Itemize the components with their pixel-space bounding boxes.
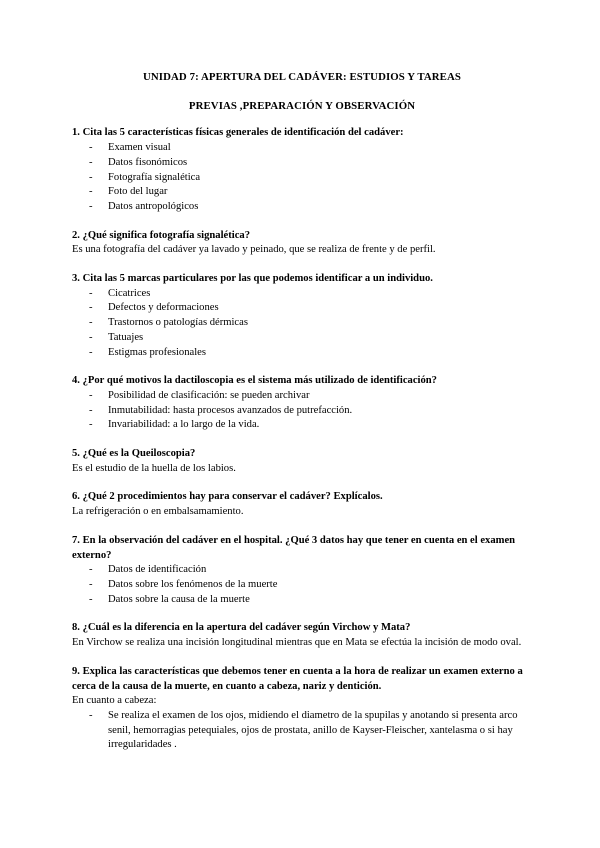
list-item: - Datos antropológicos: [72, 200, 532, 215]
question-5: [72, 447, 532, 476]
list-item: - Tatuajes: [72, 331, 532, 346]
list-item: - Posibilidad de clasificación: se pueden archivar: [72, 389, 532, 404]
list-item: - Trastornos o patologías dérmicas: [72, 316, 532, 331]
document-title-line-1: UNIDAD 7: APERTURA DEL CADÁVER: ESTUDIOS Y TAREAS: [143, 71, 461, 83]
question-1: [72, 126, 532, 214]
list-item: - Fotografía signalética: [72, 171, 532, 186]
question-heading: 9. Explica las características que debemos tener en cuenta a la hora de realizar un examen externo a cerca de la causa de la muerte, en cuanto a cabeza, nariz y dentición.: [72, 665, 523, 692]
list-item: - Examen visual: [72, 141, 532, 156]
list-item: - Cicatrices: [72, 287, 532, 302]
question-heading: 6. ¿Qué 2 procedimientos hay para conservar el cadáver? Explícalos.: [72, 491, 383, 503]
answer-text: Es una fotografía del cadáver ya lavado y peinado, que se realiza de frente y de perfil.: [72, 244, 436, 256]
question-heading: 3. Cita las 5 marcas particulares por las que podemos identificar a un individuo.: [72, 273, 433, 285]
question-heading: 4. ¿Por qué motivos la dactiloscopia es el sistema más utilizado de identificación?: [72, 375, 437, 387]
answer-text: En Virchow se realiza una incisión longitudinal mientras que en Mata se efectúa la incisión de modo oval.: [72, 637, 522, 649]
document-title-line-2: PREVIAS ,PREPARACIÓN Y OBSERVACIÓN: [188, 99, 416, 112]
list-item: - Datos sobre los fenómenos de la muerte: [72, 578, 532, 593]
answer-text: En cuanto a cabeza:: [72, 695, 157, 707]
answer-list: [72, 141, 532, 215]
answer-list: [72, 287, 532, 361]
list-item: - Inmutabilidad: hasta procesos avanzados de putrefacción.: [72, 404, 532, 419]
question-heading: 1. Cita las 5 características físicas generales de identificación del cadáver:: [72, 127, 404, 139]
list-item: - Datos de identificación: [72, 563, 532, 578]
question-2: [72, 229, 532, 258]
question-7: [72, 534, 532, 608]
list-item: - Datos fisonómicos: [72, 156, 532, 171]
answer-text: La refrigeración o en embalsamamiento.: [72, 506, 244, 518]
question-6: [72, 490, 532, 519]
answer-list: [72, 389, 532, 433]
list-item: - Estigmas profesionales: [72, 346, 532, 361]
list-item: - Se realiza el examen de los ojos, midiendo el diametro de la spupilas y anotando si presenta arco senil, hemorragias petequiales, ojos de prostata, anillo de Kayser-Fleischer, xantelasma o si hay irregularidades .: [72, 709, 532, 753]
document-page: [72, 70, 532, 767]
question-heading: 5. ¿Qué es la Queiloscopia?: [72, 448, 196, 460]
list-item: - Invariabilidad: a lo largo de la vida.: [72, 418, 532, 433]
answer-list: [72, 709, 532, 753]
question-heading: 2. ¿Qué significa fotografía signalética?: [72, 229, 251, 241]
question-3: [72, 272, 532, 360]
question-heading: 7. En la observación del cadáver en el hospital. ¿Qué 3 datos hay que tener en cuenta en el examen externo?: [72, 534, 516, 561]
question-8: [72, 621, 532, 650]
list-item: - Defectos y deformaciones: [72, 301, 532, 316]
question-9: [72, 665, 532, 753]
list-item: - Datos sobre la causa de la muerte: [72, 593, 532, 608]
answer-text: Es el estudio de la huella de los labios.: [72, 462, 236, 474]
list-item: - Foto del lugar: [72, 185, 532, 200]
question-4: [72, 374, 532, 433]
answer-list: [72, 563, 532, 607]
question-heading: 8. ¿Cuál es la diferencia en la apertura del cadáver según Virchow y Mata?: [72, 622, 411, 634]
